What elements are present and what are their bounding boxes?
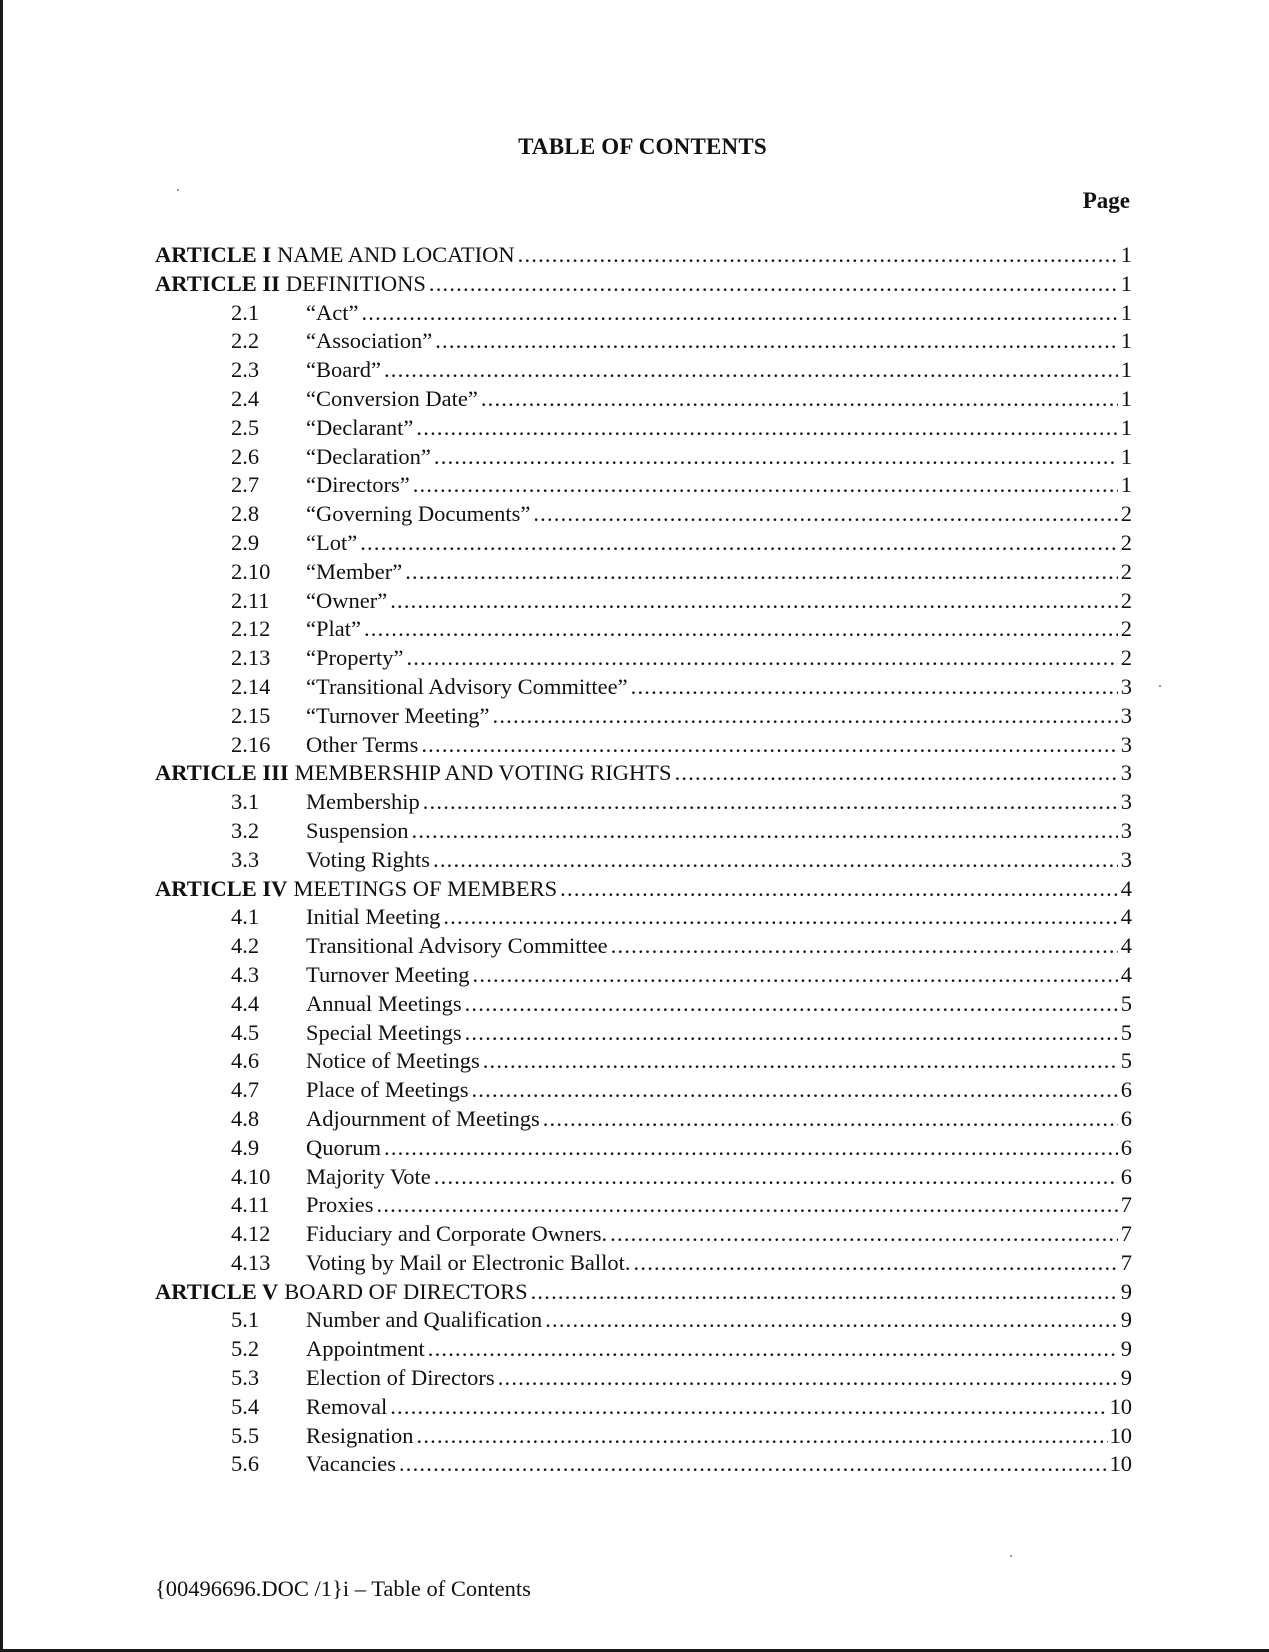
toc-section-entry[interactable] (155, 962, 1132, 991)
page-number: 10 (1109, 1393, 1132, 1419)
page-number: 9 (1120, 1365, 1132, 1391)
dot-leader (360, 530, 1118, 556)
section-title: “Turnover Meeting” (306, 702, 490, 728)
page-number: 7 (1120, 1192, 1132, 1218)
toc-section-entry[interactable] (155, 1221, 1132, 1250)
scan-speck (177, 189, 179, 191)
section-number: 2.13 (231, 645, 271, 671)
section-number: 4.11 (231, 1192, 270, 1218)
dot-leader (483, 1048, 1118, 1074)
section-title: Voting Rights (306, 846, 430, 872)
page-number: 3 (1120, 817, 1132, 843)
toc-section-entry[interactable] (155, 1048, 1132, 1077)
toc-section-entry[interactable] (155, 703, 1132, 732)
page-number: 9 (1120, 1307, 1132, 1333)
dot-leader (364, 616, 1118, 642)
toc-section-entry[interactable] (155, 328, 1132, 357)
toc-section-entry[interactable] (155, 444, 1132, 473)
page-number: 6 (1120, 1134, 1132, 1160)
section-number: 2.11 (231, 587, 270, 613)
section-number: 2.10 (231, 558, 271, 584)
toc-section-entry[interactable] (155, 1250, 1132, 1279)
section-number: 2.12 (231, 616, 271, 642)
section-number: 2.8 (231, 501, 260, 527)
dot-leader (498, 1365, 1118, 1391)
page-number: 10 (1109, 1422, 1132, 1448)
toc-section-entry[interactable] (155, 789, 1132, 818)
article-label: ARTICLE III (155, 760, 289, 786)
section-title: Quorum (306, 1134, 381, 1160)
section-number: 3.1 (231, 789, 260, 815)
page-number: 7 (1120, 1249, 1132, 1275)
dot-leader (631, 674, 1118, 700)
section-number: 5.3 (231, 1365, 260, 1391)
dot-leader (416, 415, 1118, 441)
page-number: 3 (1120, 846, 1132, 872)
toc-section-entry[interactable] (155, 1106, 1132, 1135)
article-title: MEMBERSHIP AND VOTING RIGHTS (294, 760, 672, 786)
section-title: Annual Meetings (306, 990, 462, 1016)
toc-section-entry[interactable] (155, 1423, 1132, 1452)
toc-article-entry[interactable] (155, 242, 1132, 271)
section-number: 3.3 (231, 846, 260, 872)
section-number: 2.2 (231, 328, 260, 354)
toc-section-entry[interactable] (155, 415, 1132, 444)
page-number: 3 (1120, 673, 1132, 699)
section-title: “Conversion Date” (306, 385, 478, 411)
scan-speck (1010, 1555, 1012, 1557)
section-title: “Act” (306, 299, 359, 325)
dot-leader (435, 328, 1118, 354)
section-number: 2.1 (231, 299, 260, 325)
page-number: 5 (1120, 1048, 1132, 1074)
page-number: 10 (1109, 1451, 1132, 1477)
article-title: DEFINITIONS (285, 270, 426, 296)
section-title: Initial Meeting (306, 904, 441, 930)
article-label: ARTICLE V (155, 1278, 279, 1304)
toc-article-entry[interactable] (155, 876, 1132, 905)
toc-section-entry[interactable] (155, 1336, 1132, 1365)
toc-section-entry[interactable] (155, 847, 1132, 876)
section-title: Proxies (306, 1192, 374, 1218)
toc-section-entry[interactable] (155, 530, 1132, 559)
section-number: 4.8 (231, 1105, 260, 1131)
section-title: Voting by Mail or Electronic Ballot. (306, 1249, 631, 1275)
section-number: 2.16 (231, 731, 271, 757)
page-number: 2 (1120, 616, 1132, 642)
scan-speck (1159, 685, 1161, 687)
page-number: 1 (1120, 242, 1132, 267)
section-title: Appointment (306, 1336, 425, 1362)
dot-leader (361, 300, 1118, 326)
dot-leader (545, 1307, 1118, 1333)
section-number: 5.6 (231, 1451, 260, 1477)
section-number: 5.4 (231, 1393, 260, 1419)
section-title: Fiduciary and Corporate Owners. (306, 1221, 608, 1247)
toc-section-entry[interactable] (155, 357, 1132, 386)
section-number: 2.4 (231, 385, 260, 411)
page-number: 6 (1120, 1077, 1132, 1103)
toc-section-entry[interactable] (155, 1451, 1132, 1480)
dot-leader (560, 876, 1118, 902)
toc-section-entry[interactable] (155, 1164, 1132, 1193)
section-number: 4.3 (231, 961, 260, 987)
section-number: 5.5 (231, 1422, 260, 1448)
toc-title: TABLE OF CONTENTS (518, 134, 767, 159)
section-number: 4.4 (231, 990, 260, 1016)
dot-leader (384, 357, 1118, 383)
section-title: Special Meetings (306, 1019, 462, 1045)
page-number: 9 (1120, 1278, 1132, 1304)
page-number: 1 (1120, 472, 1132, 498)
dot-leader (423, 789, 1118, 815)
section-number: 2.6 (231, 443, 260, 469)
dot-leader (384, 1135, 1118, 1161)
dot-leader (413, 472, 1118, 498)
page-number: 2 (1120, 558, 1132, 584)
toc-section-entry[interactable] (155, 559, 1132, 588)
dot-leader (377, 1192, 1119, 1218)
toc-article-entry[interactable] (155, 271, 1132, 300)
dot-leader (390, 1394, 1107, 1420)
dot-leader (434, 444, 1118, 470)
page-number: 5 (1120, 990, 1132, 1016)
dot-leader (417, 1423, 1108, 1449)
section-number: 2.14 (231, 673, 271, 699)
dot-leader (429, 271, 1118, 297)
page-number: 4 (1120, 933, 1132, 959)
section-number: 4.2 (231, 933, 260, 959)
section-title: Suspension (306, 817, 409, 843)
article-label: ARTICLE II (155, 270, 280, 296)
page-number: 4 (1120, 904, 1132, 930)
section-title: “Plat” (306, 616, 361, 642)
page-column-heading: Page (1082, 188, 1130, 213)
dot-leader (473, 962, 1118, 988)
article-title: NAME AND LOCATION (277, 242, 515, 267)
toc-section-entry[interactable] (155, 1365, 1132, 1394)
page-number: 1 (1120, 357, 1132, 383)
section-number: 4.1 (231, 904, 260, 930)
page-number: 6 (1120, 1105, 1132, 1131)
page-number: 2 (1120, 645, 1132, 671)
toc-section-entry[interactable] (155, 1394, 1132, 1423)
page-number: 9 (1120, 1336, 1132, 1362)
section-number: 5.2 (231, 1336, 260, 1362)
section-number: 4.9 (231, 1134, 260, 1160)
toc-section-entry[interactable] (155, 674, 1132, 703)
section-number: 2.7 (231, 472, 260, 498)
section-title: Number and Qualification (306, 1307, 543, 1333)
section-title: Vacancies (306, 1451, 396, 1477)
dot-leader (610, 1221, 1118, 1247)
page-number: 1 (1120, 270, 1132, 296)
section-number: 4.5 (231, 1019, 260, 1045)
section-number: 2.15 (231, 702, 271, 728)
article-label: ARTICLE I (155, 242, 272, 267)
page-number: 3 (1120, 789, 1132, 815)
toc-section-entry[interactable] (155, 616, 1132, 645)
dot-leader (675, 760, 1118, 786)
toc-section-entry[interactable] (155, 818, 1132, 847)
table-of-contents-list (155, 242, 1132, 1480)
section-title: Place of Meetings (306, 1077, 469, 1103)
section-title: Notice of Meetings (306, 1048, 480, 1074)
section-title: “Governing Documents” (306, 501, 531, 527)
section-title: Transitional Advisory Committee (306, 933, 608, 959)
section-title: Resignation (306, 1422, 414, 1448)
page-number: 3 (1120, 702, 1132, 728)
section-title: “Lot” (306, 529, 358, 555)
page-number: 1 (1120, 443, 1132, 469)
page-number: 3 (1120, 760, 1132, 786)
toc-section-entry[interactable] (155, 1135, 1132, 1164)
page-number: 2 (1120, 501, 1132, 527)
page-number: 7 (1120, 1221, 1132, 1247)
dot-leader (465, 1020, 1118, 1046)
page-number: 4 (1120, 875, 1132, 901)
dot-leader (531, 1279, 1118, 1305)
dot-leader (481, 386, 1118, 412)
toc-section-entry[interactable] (155, 732, 1132, 761)
page-number: 6 (1120, 1163, 1132, 1189)
dot-leader (443, 904, 1118, 930)
section-number: 4.6 (231, 1048, 260, 1074)
scan-border-left (0, 0, 3, 1652)
section-number: 4.12 (231, 1221, 271, 1247)
dot-leader (493, 703, 1118, 729)
section-title: “Declaration” (306, 443, 431, 469)
toc-section-entry[interactable] (155, 1307, 1132, 1336)
section-title: Majority Vote (306, 1163, 431, 1189)
section-title: Adjournment of Meetings (306, 1105, 540, 1131)
section-title: “Owner” (306, 587, 388, 613)
section-title: Election of Directors (306, 1365, 495, 1391)
page-number: 4 (1120, 961, 1132, 987)
toc-article-entry[interactable] (155, 760, 1132, 789)
toc-section-entry[interactable] (155, 1192, 1132, 1221)
section-number: 2.9 (231, 529, 260, 555)
page-number: 1 (1120, 385, 1132, 411)
dot-leader (465, 991, 1118, 1017)
section-number: 4.10 (231, 1163, 271, 1189)
toc-section-entry[interactable] (155, 933, 1132, 962)
article-title: MEETINGS OF MEMBERS (293, 875, 558, 901)
page-number: 3 (1120, 731, 1132, 757)
section-number: 3.2 (231, 817, 260, 843)
dot-leader (399, 1451, 1108, 1477)
toc-article-entry[interactable] (155, 1279, 1132, 1308)
dot-leader (543, 1106, 1118, 1132)
section-title: “Declarant” (306, 414, 414, 440)
section-title: “Association” (306, 328, 433, 354)
page-number: 2 (1120, 587, 1132, 613)
toc-section-entry[interactable] (155, 904, 1132, 933)
section-title: “Property” (306, 645, 404, 671)
document-footer: {00496696.DOC /1}i – Table of Contents (155, 1576, 531, 1601)
toc-section-entry[interactable] (155, 472, 1132, 501)
section-title: “Board” (306, 357, 381, 383)
dot-leader (412, 818, 1118, 844)
section-title: “Transitional Advisory Committee” (306, 673, 628, 699)
page-number: 5 (1120, 1019, 1132, 1045)
page-number: 1 (1120, 299, 1132, 325)
page-number: 2 (1120, 529, 1132, 555)
dot-leader (433, 847, 1118, 873)
section-number: 4.13 (231, 1249, 271, 1275)
toc-section-entry[interactable] (155, 1020, 1132, 1049)
article-label: ARTICLE IV (155, 875, 288, 901)
page-number: 1 (1120, 414, 1132, 440)
toc-section-entry[interactable] (155, 991, 1132, 1020)
dot-leader (518, 242, 1118, 268)
section-number: 2.5 (231, 414, 260, 440)
dot-leader (471, 1077, 1118, 1103)
section-title: Membership (306, 789, 420, 815)
toc-section-entry[interactable] (155, 300, 1132, 329)
dot-leader (533, 501, 1118, 527)
dot-leader (434, 1164, 1118, 1190)
dot-leader (390, 588, 1118, 614)
section-number: 4.7 (231, 1077, 260, 1103)
section-title: Other Terms (306, 731, 419, 757)
toc-section-entry[interactable] (155, 501, 1132, 530)
dot-leader (406, 645, 1118, 671)
toc-section-entry[interactable] (155, 386, 1132, 415)
dot-leader (611, 933, 1118, 959)
section-title: “Directors” (306, 472, 410, 498)
dot-leader (421, 732, 1118, 758)
page-number: 1 (1120, 328, 1132, 354)
section-title: Removal (306, 1393, 388, 1419)
section-number: 2.3 (231, 357, 260, 383)
article-title: BOARD OF DIRECTORS (284, 1278, 528, 1304)
toc-section-entry[interactable] (155, 645, 1132, 674)
dot-leader (634, 1250, 1118, 1276)
section-number: 5.1 (231, 1307, 260, 1333)
dot-leader (405, 559, 1118, 585)
toc-section-entry[interactable] (155, 588, 1132, 617)
section-title: Turnover Meeting (306, 961, 470, 987)
section-title: “Member” (306, 558, 403, 584)
dot-leader (428, 1336, 1118, 1362)
toc-section-entry[interactable] (155, 1077, 1132, 1106)
